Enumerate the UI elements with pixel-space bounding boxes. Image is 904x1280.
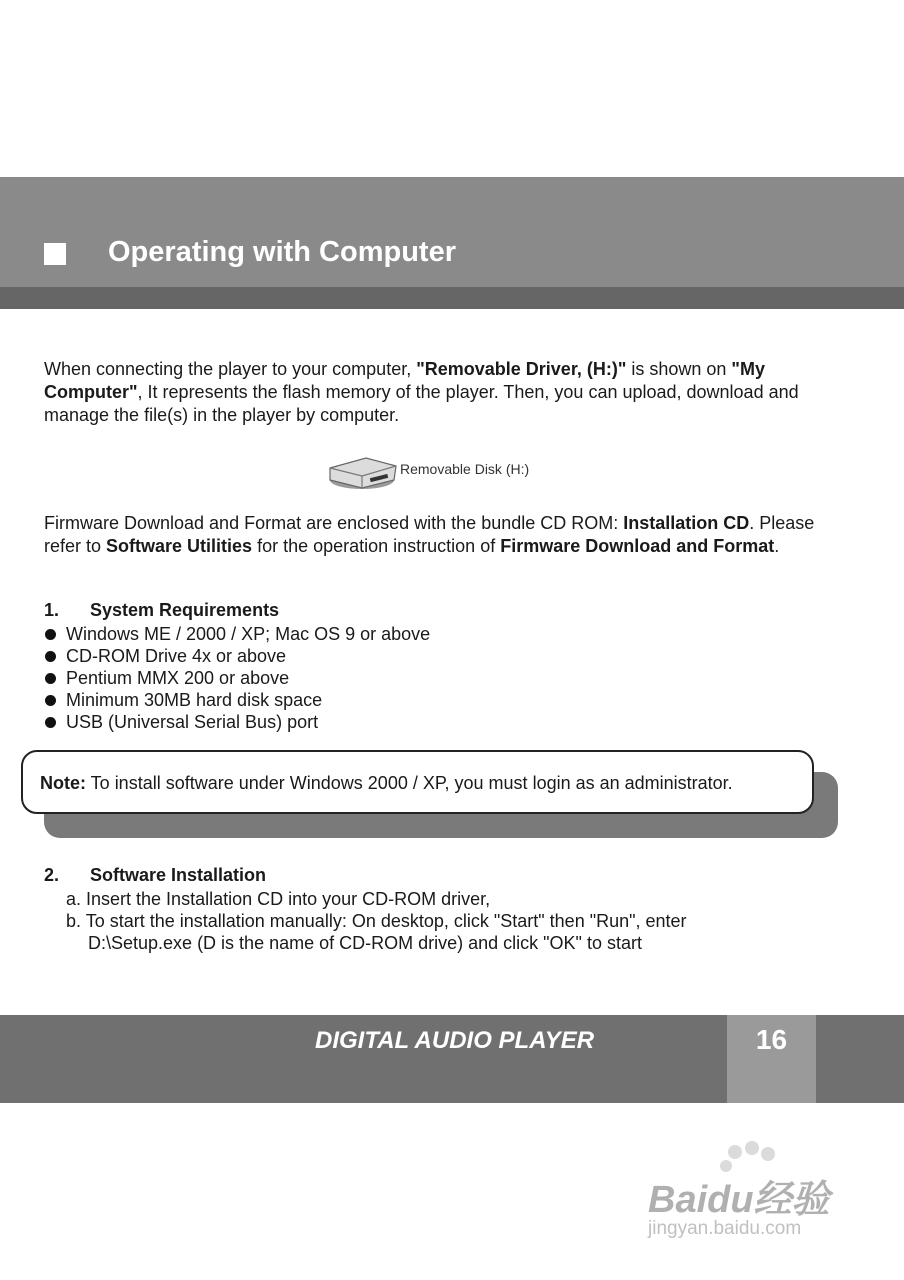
watermark-brand: Baidu经验 [648,1179,830,1221]
intro-text: is shown on [626,359,732,379]
list-item [44,623,430,645]
bullet-icon [45,651,56,662]
section-number: 2. [44,865,60,885]
firmware-text: Firmware Download and Format are enclosed with the bundle CD ROM: [44,513,624,533]
intro-text: , It represents the flash memory of the player. Then, you can upload, download and manage the file(s) in the player by computer. [44,382,799,425]
installation-steps [66,888,687,954]
list-item-text: Minimum 30MB hard disk space [66,690,323,710]
bullet-icon [45,629,56,640]
intro-bold-computer: "My Computer" [44,359,765,402]
list-item [44,667,430,689]
list-item [44,645,430,667]
intro-text: When connecting the player to your computer, [44,359,417,379]
list-item-text: Windows ME / 2000 / XP; Mac OS 9 or above [66,624,431,644]
section-heading-software-installation [44,865,266,886]
section-title: System Requirements [90,600,280,620]
firmware-bold: Software Utilities [106,536,253,556]
list-item [44,689,430,711]
firmware-bold: Installation CD [623,513,750,533]
note-label: Note: [40,773,86,793]
firmware-text: . Please refer to [44,513,815,556]
list-item-text: USB (Universal Serial Bus) port [66,712,319,732]
list-item-text: Pentium MMX 200 or above [66,668,290,688]
firmware-text: for the operation instruction of [252,536,501,556]
section-heading-system-requirements [44,600,279,621]
section-number: 1. [44,600,60,620]
firmware-text: . [774,536,780,556]
header-stripe [0,287,904,309]
page-number: 16 [755,1024,788,1055]
note-text [40,773,733,794]
firmware-paragraph [44,512,854,558]
watermark-url: jingyan.baidu.com [648,1218,802,1239]
intro-bold-drive: "Removable Driver, (H:)" [416,359,627,379]
bullet-icon [45,717,56,728]
step-item: b. To start the installation manually: On desktop, click "Start" then "Run", enter [66,911,687,931]
intro-paragraph [44,358,854,427]
note-body: To install software under Windows 2000 / XP, you must login as an administrator. [86,773,733,793]
step-item: a. Insert the Installation CD into your CD-ROM driver, [66,889,491,909]
page-title: Operating with Computer [108,236,456,268]
list-item-text: CD-ROM Drive 4x or above [66,646,287,666]
step-item: D:\Setup.exe (D is the name of CD-ROM drive) and click "OK" to start [88,933,642,953]
firmware-bold: Firmware Download and Format [500,536,775,556]
bullet-icon [45,695,56,706]
section-square-icon [44,243,66,265]
header-band [0,177,904,287]
removable-disk-label: Removable Disk (H:) [400,461,530,477]
section-title: Software Installation [90,865,267,885]
bullet-icon [45,673,56,684]
footer-title: DIGITAL AUDIO PLAYER [315,1027,595,1054]
list-item [44,711,430,733]
requirements-list [44,623,430,733]
